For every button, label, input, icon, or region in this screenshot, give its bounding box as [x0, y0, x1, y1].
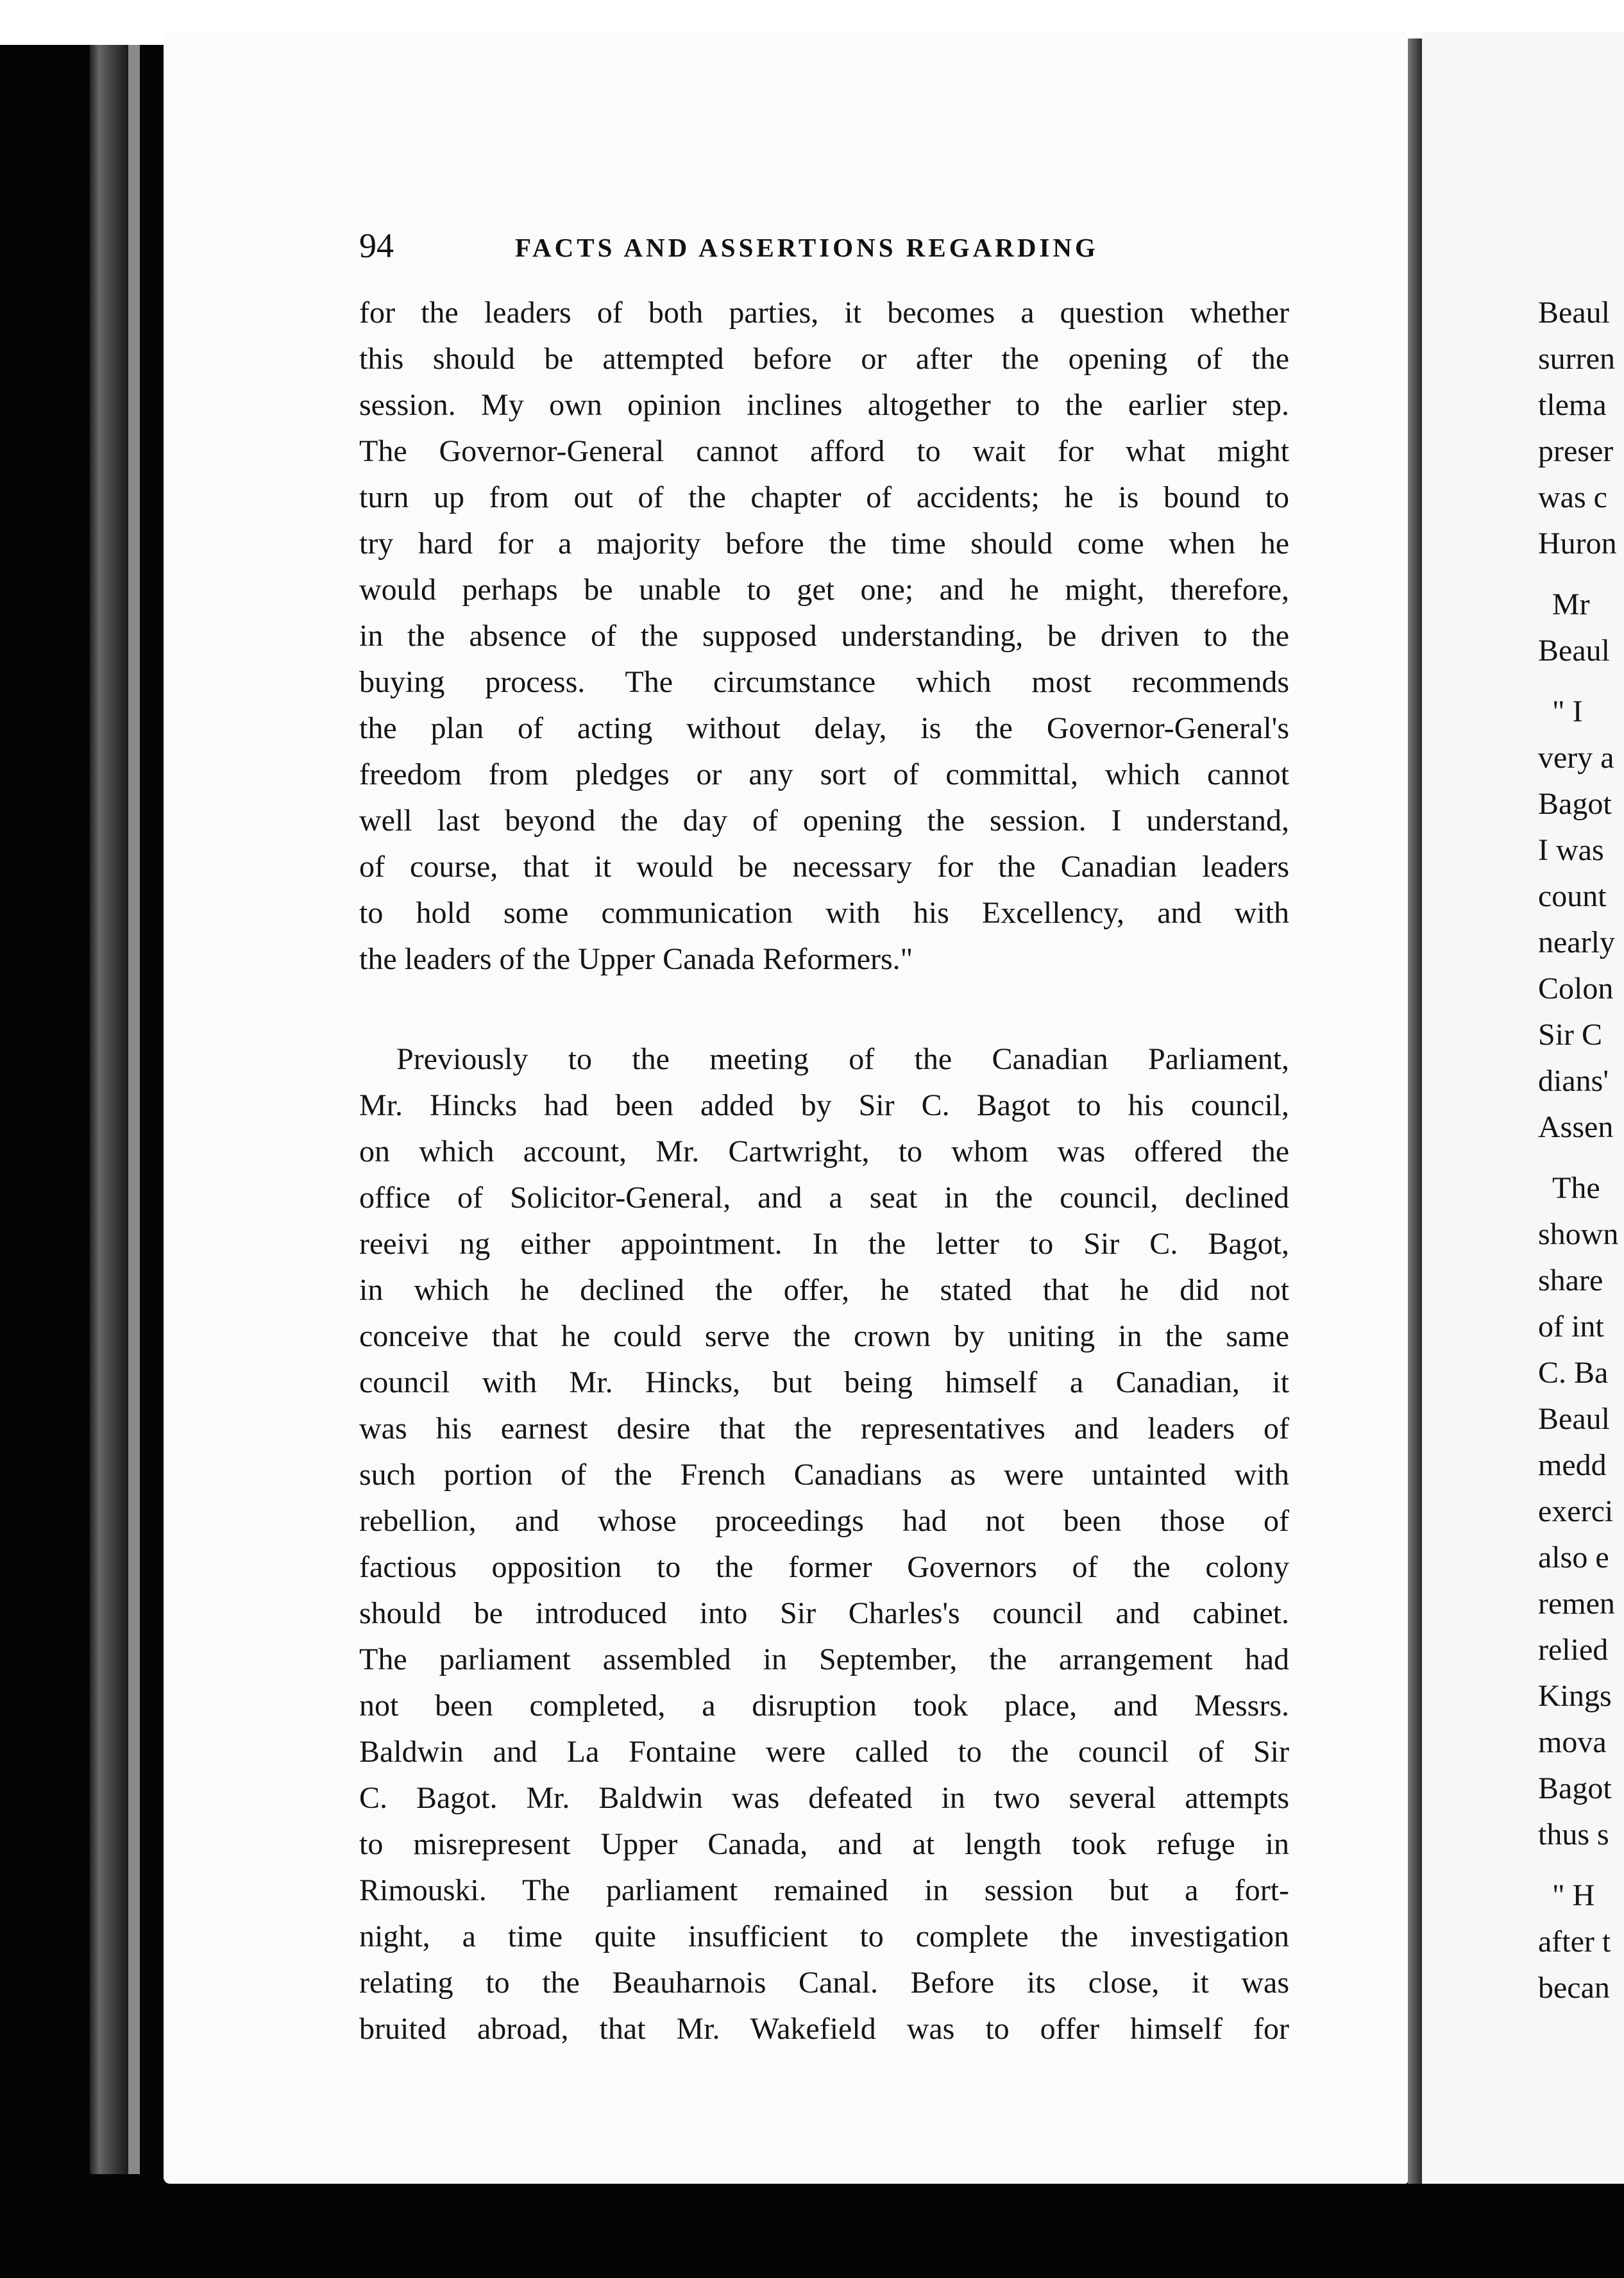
text-line: reeivi ng either appointment. In the letter to Sir C. Bagot,: [359, 1227, 1289, 1261]
text-line: in the absence of the supposed understanding, be driven to the: [359, 619, 1289, 653]
text-line: try hard for a majority before the time should come when he: [359, 527, 1289, 561]
text-line: C. Bagot. Mr. Baldwin was defeated in two several attempts: [359, 1781, 1289, 1815]
text-line: should be introduced into Sir Charles's council and cabinet.: [359, 1596, 1289, 1630]
text-line: of course, that it would be necessary for the Canadian leaders: [359, 850, 1289, 884]
right-text-line: Bagot: [1538, 787, 1612, 821]
text-line: freedom from pledges or any sort of committal, which cannot: [359, 757, 1289, 791]
right-text-line: after t: [1538, 1925, 1611, 1959]
page-stack-edge: [128, 45, 140, 2174]
text-line: Rimouski. The parliament remained in session but a fort-: [359, 1873, 1289, 1907]
text-line: would perhaps be unable to get one; and he might, therefore,: [359, 573, 1289, 607]
book-gutter: [1408, 38, 1422, 2184]
text-line: such portion of the French Canadians as were untainted with: [359, 1458, 1289, 1492]
right-text-line: medd: [1538, 1448, 1607, 1482]
text-line: was his earnest desire that the representatives and leaders of: [359, 1412, 1289, 1446]
paragraph-gap: [1538, 567, 1624, 582]
text-line: factious opposition to the former Governors of the colony: [359, 1550, 1289, 1584]
right-text-line: surren: [1538, 342, 1615, 376]
right-text-line: mova: [1538, 1725, 1607, 1759]
paragraph-gap: [1538, 1151, 1624, 1165]
text-line: the plan of acting without delay, is the Governor-General's: [359, 711, 1289, 745]
right-text-line: I was: [1538, 833, 1604, 867]
right-text-line: shown: [1538, 1217, 1619, 1251]
book-binding-edge: [90, 45, 128, 2174]
text-line: relating to the Beauharnois Canal. Before its close, it was: [359, 1966, 1289, 2000]
text-line: office of Solicitor-General, and a seat in the council, declined: [359, 1181, 1289, 1215]
page-body: [359, 290, 1289, 2052]
right-text-line: becan: [1538, 1971, 1610, 2005]
paragraph-gap: [359, 983, 1289, 1036]
right-text-line: " H: [1552, 1878, 1595, 1912]
page-number: 94: [359, 226, 394, 265]
right-text-line: " I: [1552, 695, 1583, 729]
text-line: Mr. Hincks had been added by Sir C. Bagot to his council,: [359, 1088, 1289, 1122]
running-head: FACTS AND ASSERTIONS REGARDING: [515, 233, 1099, 262]
right-page-text: [1538, 290, 1624, 2011]
right-text-line: exerci: [1538, 1494, 1614, 1528]
page-header: [359, 226, 1296, 271]
right-text-line: tlema: [1538, 388, 1607, 422]
paragraph-gap: [1538, 1858, 1624, 1873]
paragraph-1: [359, 290, 1289, 983]
text-line: in which he declined the offer, he stated that he did not: [359, 1273, 1289, 1307]
right-text-line: also e: [1538, 1540, 1609, 1574]
right-text-line: Bagot: [1538, 1771, 1612, 1805]
paragraph-gap: [1538, 674, 1624, 689]
text-line: session. My own opinion inclines altogether to the earlier step.: [359, 388, 1289, 422]
right-text-line: nearly: [1538, 925, 1615, 959]
right-text-line: Beaul: [1538, 634, 1610, 668]
right-text-line: was c: [1538, 480, 1607, 514]
text-line: conceive that he could serve the crown by uniting in the same: [359, 1319, 1289, 1353]
text-line: well last beyond the day of opening the session. I understand,: [359, 804, 1289, 838]
right-text-line: Beaul: [1538, 1402, 1610, 1436]
right-text-line: preser: [1538, 434, 1614, 468]
right-text-line: share: [1538, 1263, 1603, 1297]
text-line: night, a time quite insufficient to complete the investigation: [359, 1919, 1289, 1953]
right-text-line: Colon: [1538, 972, 1614, 1006]
text-line: rebellion, and whose proceedings had not been those of: [359, 1504, 1289, 1538]
right-text-line: remen: [1538, 1587, 1615, 1621]
right-text-line: Huron: [1538, 527, 1617, 561]
paragraph-2: [359, 1036, 1289, 2052]
text-line: this should be attempted before or after the opening of the: [359, 342, 1289, 376]
right-text-line: count: [1538, 879, 1607, 913]
text-line: The parliament assembled in September, the arrangement had: [359, 1642, 1289, 1676]
text-line: the leaders of the Upper Canada Reformers.": [359, 942, 913, 976]
right-text-line: dians': [1538, 1064, 1609, 1098]
text-line: Previously to the meeting of the Canadian Parliament,: [396, 1042, 1289, 1076]
right-text-line: The: [1552, 1171, 1600, 1205]
right-text-line: relied: [1538, 1633, 1609, 1667]
right-text-line: Sir C: [1538, 1018, 1603, 1052]
right-text-line: Beaul: [1538, 296, 1610, 330]
right-text-line: of int: [1538, 1310, 1604, 1344]
text-line: The Governor-General cannot afford to wait for what might: [359, 434, 1289, 468]
text-line: bruited abroad, that Mr. Wakefield was to offer himself for: [359, 2012, 1289, 2046]
right-text-line: Mr: [1552, 587, 1590, 621]
right-text-line: Kings: [1538, 1679, 1612, 1713]
right-text-line: C. Ba: [1538, 1356, 1609, 1390]
text-line: to hold some communication with his Excellency, and with: [359, 896, 1289, 930]
text-line: for the leaders of both parties, it becomes a question whether: [359, 296, 1289, 330]
right-text-line: Assen: [1538, 1110, 1614, 1144]
text-line: to misrepresent Upper Canada, and at length took refuge in: [359, 1827, 1289, 1861]
text-line: not been completed, a disruption took place, and Messrs.: [359, 1689, 1289, 1723]
text-line: on which account, Mr. Cartwright, to whom was offered the: [359, 1135, 1289, 1169]
text-line: Baldwin and La Fontaine were called to the council of Sir: [359, 1735, 1289, 1769]
text-line: turn up from out of the chapter of accidents; he is bound to: [359, 480, 1289, 514]
text-line: buying process. The circumstance which most recommends: [359, 665, 1289, 699]
right-text-line: very a: [1538, 741, 1614, 775]
text-line: council with Mr. Hincks, but being himself a Canadian, it: [359, 1365, 1289, 1399]
right-text-line: thus s: [1538, 1818, 1609, 1852]
